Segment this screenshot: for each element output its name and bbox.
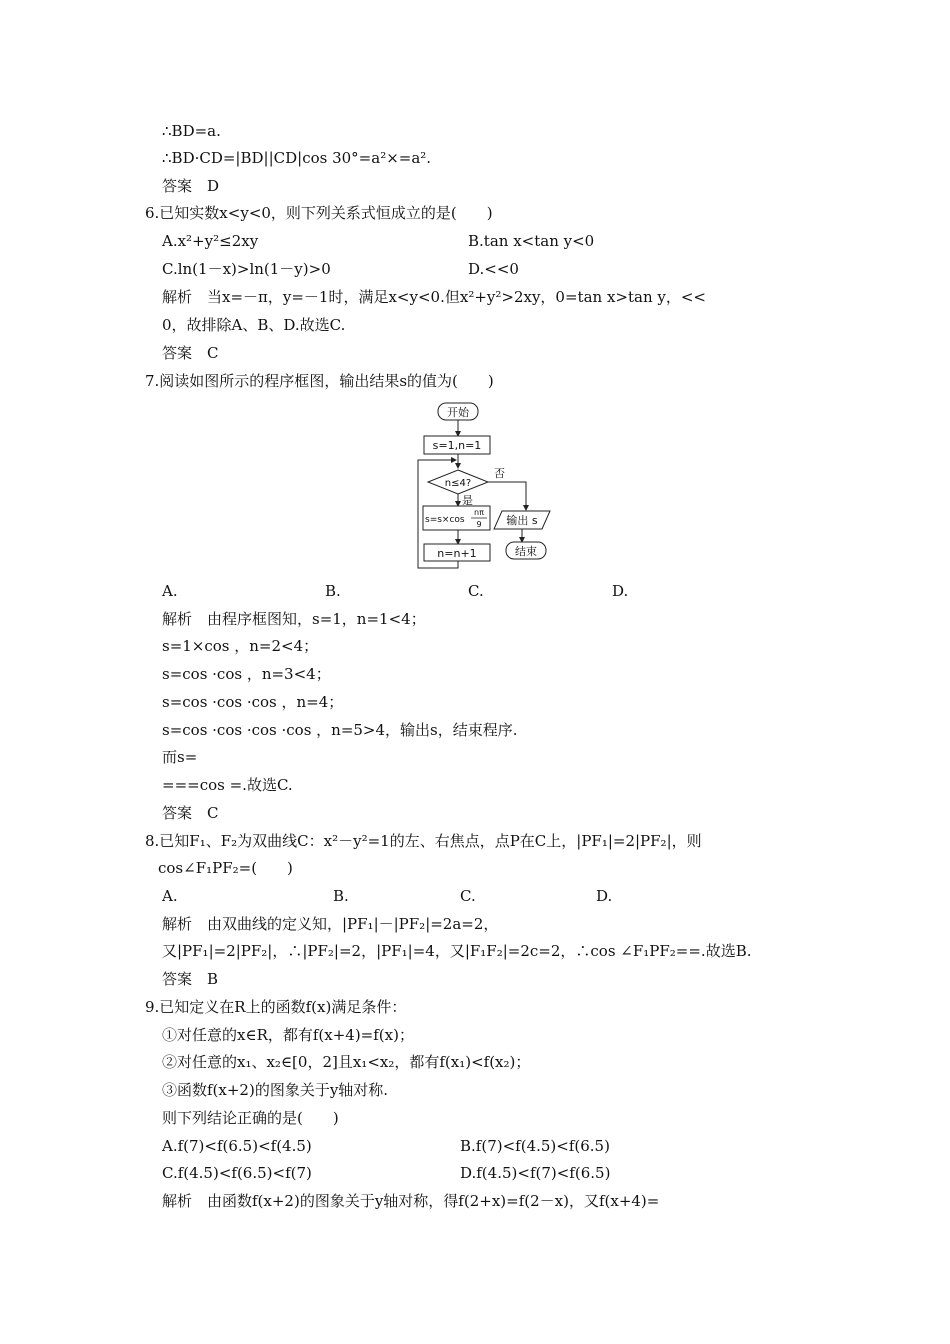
text-line: s=cos ·cos ·cos ，n=4；	[162, 693, 344, 711]
text-line: 而s=	[162, 748, 198, 766]
text-line: s=1×cos ，n=2<4；	[162, 637, 319, 655]
update-label: s=s×cos	[425, 515, 465, 525]
increment-label: n=n+1	[437, 547, 477, 560]
option-d: D.	[612, 582, 629, 600]
text-line: ∴BD=a.	[162, 122, 221, 140]
end-label: 结束	[515, 545, 537, 558]
option-a: A.x²+y²≤2xy	[162, 232, 259, 250]
answer-line: 答案 B	[162, 970, 219, 988]
option-c: C.	[468, 582, 484, 600]
option-b: B.tan x<tan y<0	[468, 232, 595, 250]
start-label: 开始	[447, 406, 469, 419]
question-7: 7.阅读如图所示的程序框图，输出结果s的值为( )	[145, 372, 494, 390]
option-a: A.	[162, 887, 178, 905]
text-line: s=cos ·cos ·cos ·cos ，n=5>4，输出s，结束程序.	[162, 721, 518, 739]
text-line: cos∠F₁PF₂=( )	[158, 859, 293, 877]
output-label: 输出 s	[506, 514, 538, 527]
text-line: 则下列结论正确的是( )	[162, 1109, 339, 1127]
text-line: s=cos ·cos ，n=3<4；	[162, 665, 331, 683]
text-line: ②对任意的x₁、x₂∈[0，2]且x₁<x₂，都有f(x₁)<f(x₂)；	[162, 1053, 531, 1071]
yes-label: 是	[462, 494, 473, 507]
option-c: C.ln(1－x)>ln(1－y)>0	[162, 260, 331, 278]
text-line: 解析 当x=－π，y=－1时，满足x<y<0.但x²+y²>2xy，0=tan x>tan y，<<	[162, 288, 706, 306]
option-b: B.f(7)<f(4.5)<f(6.5)	[460, 1137, 610, 1155]
text-line: 解析 由双曲线的定义知，|PF₁|－|PF₂|=2a=2，	[162, 915, 499, 933]
option-a: A.f(7)<f(6.5)<f(4.5)	[162, 1137, 312, 1155]
option-d: D.	[596, 887, 613, 905]
option-a: A.	[162, 582, 178, 600]
text-line: 解析 由程序框图知，s=1，n=1<4；	[162, 610, 426, 628]
frac-numerator: nπ	[474, 508, 484, 517]
question-8: 8.已知F₁、F₂为双曲线C：x²－y²=1的左、右焦点，点P在C上，|PF₁|=2|PF₂|，则	[145, 832, 702, 850]
answer-line: 答案 C	[162, 804, 219, 822]
option-b: B.	[325, 582, 341, 600]
option-c: C.	[460, 887, 476, 905]
answer-line: 答案 D	[162, 177, 220, 195]
condition-label: n≤4?	[444, 478, 472, 489]
question-9: 9.已知定义在R上的函数f(x)满足条件：	[145, 998, 407, 1016]
option-b: B.	[333, 887, 349, 905]
answer-line: 答案 C	[162, 344, 219, 362]
flowchart	[410, 400, 560, 575]
option-d: D.<<0	[468, 260, 519, 278]
no-label: 否	[494, 467, 505, 480]
option-d: D.f(4.5)<f(7)<f(6.5)	[460, 1164, 611, 1182]
text-line: 0，故排除A、B、D.故选C.	[162, 316, 346, 334]
frac-denominator: 9	[476, 520, 482, 529]
text-line: ①对任意的x∈R，都有f(x+4)=f(x)；	[162, 1026, 414, 1044]
text-line: ∴BD·CD=|BD||CD|cos 30°=a²×=a².	[162, 149, 432, 167]
option-c: C.f(4.5)<f(6.5)<f(7)	[162, 1164, 312, 1182]
text-line: 又|PF₁|=2|PF₂|，∴|PF₂|=2，|PF₁|=4，又|F₁F₂|=2c=2，∴cos ∠F₁PF₂==.故选B.	[162, 942, 752, 960]
question-6: 6.已知实数x<y<0，则下列关系式恒成立的是( )	[145, 204, 493, 222]
init-label: s=1,n=1	[432, 439, 482, 452]
text-line: ③函数f(x+2)的图象关于y轴对称.	[162, 1081, 389, 1099]
text-line: 解析 由函数f(x+2)的图象关于y轴对称，得f(2+x)=f(2－x)，又f(x+4)=	[162, 1192, 660, 1210]
text-line: ===cos =.故选C.	[162, 776, 293, 794]
